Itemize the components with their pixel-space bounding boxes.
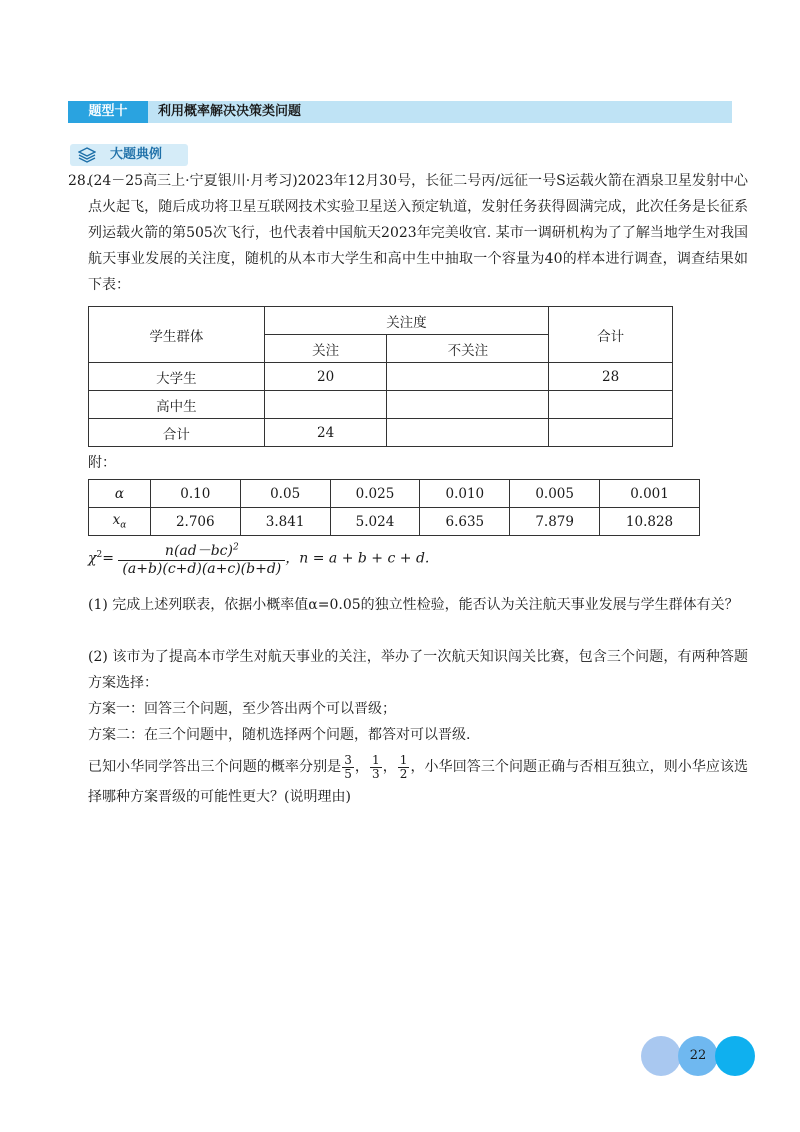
table-row [89,419,673,447]
alpha-value: 0.025 [330,480,420,508]
header-total: 合计 [549,307,673,363]
section-label: 大题典例 [110,147,163,162]
x-value: 7.879 [510,508,600,536]
page-circle-right [715,1036,755,1076]
plan-2: 方案二：在三个问题中，随机选择两个问题，都答对可以晋级. [88,727,471,743]
layers-icon [78,147,96,163]
cell-notfollow [387,391,549,419]
fraction: $\frac{1}{2}$ [399,752,408,781]
fraction: $\frac{1}{3}$ [372,752,380,781]
part-2: (2) 该市为了提高本市学生对航天事业的关注，举办了一次航天知识闯关比赛，包含三个问题，有两种答题方案选择： [88,649,748,691]
cell-notfollow [387,363,549,391]
table-row [89,363,673,391]
alpha-value: 0.005 [510,480,600,508]
alpha-value: 0.05 [240,480,330,508]
x-value: 6.635 [420,508,510,536]
page-number: 22 [689,1048,707,1063]
fraction: $\frac{3}{5}$ [344,752,352,781]
alpha-value: 0.001 [600,480,700,508]
x-subscript: α [120,520,127,531]
row-label: 合计 [89,419,265,447]
alpha-value: 0.010 [420,480,510,508]
row-label: 大学生 [89,363,265,391]
cell-follow [264,391,387,419]
critical-value-table [88,479,700,536]
x-value: 2.706 [150,508,240,536]
x-value: 3.841 [240,508,330,536]
formula-tail: ，n = a + b + c + d. [285,550,430,567]
row-label: 高中生 [89,391,265,419]
final-question: 已知小华同学答出三个问题的概率分别是 $\frac{3}{5}$ ， $\frac{1}{3}$ ， $\frac{1}{2}$ ，小华回答三个问题正确与否相互独立，则小华应该选择哪种方案晋级的可能性更大？(说明理由) [88,752,749,805]
cell-follow: 24 [264,419,387,447]
header-attention: 关注度 [264,307,549,335]
x-value: 10.828 [600,508,700,536]
cell-follow: 20 [264,363,387,391]
alpha-label: α [89,480,151,508]
table-row [89,391,673,419]
formula-lhs: χ [88,550,97,567]
formula-lhs-sup: 2 [96,549,103,560]
alpha-value: 0.10 [150,480,240,508]
formula-fraction [118,540,285,577]
cell-notfollow [387,419,549,447]
x-value: 5.024 [330,508,420,536]
question-number: 28. [68,173,91,189]
topic-title: 利用概率解决决策类问题 [158,104,302,119]
table-row [89,508,700,536]
cell-total: 28 [549,363,673,391]
page-circle-left [641,1036,681,1076]
x-symbol: x [112,512,121,529]
plan-1: 方案一：回答三个问题，至少答出两个可以晋级； [88,701,396,717]
final-prefix: 已知小华同学答出三个问题的概率分别是 [88,759,342,775]
x-alpha-label [89,508,151,536]
chi-square-formula [88,540,429,584]
formula-numerator: $n(ad-bc)^2$ [118,540,285,561]
cell-total [549,419,673,447]
header-notfollow: 不关注 [387,335,549,363]
formula-eq: = [102,550,114,567]
question-intro: (24－25高三上·宁夏银川·月考习)2023年12月30号，长征二号丙/远征一号S运载火箭在酒泉卫星发射中心点火起飞，随后成功将卫星互联网技术实验卫星送入预定轨道，发射任务获得圆满完成，此次任务是长征系列运载火箭的第505次飞行，也代表着中国航天2023年完美收官. 某市一调研机构为了了解当地学生对我国航天事业发展的关注度，随机的从本市大学生和高中生中抽取一个容量为40的样本进行调查，调查结果如下表： [88,173,748,293]
topic-tag: 题型十 [68,101,148,123]
final-suffix: ，小华回答三个问题正确与否相互独立，则小华应该选择哪种方案晋级的可能性更大？(说明理由) [88,759,749,805]
contingency-table [88,306,673,447]
header-follow: 关注 [264,335,387,363]
table-row [89,480,700,508]
header-student-group: 学生群体 [89,307,265,363]
cell-total [549,391,673,419]
appendix-label: 附： [88,455,116,471]
formula-denominator: (a+b)(c+d)(a+c)(b+d) [122,561,282,577]
part-1: (1) 完成上述列联表，依据小概率值α=0.05的独立性检验，能否认为关注航天事业发展与学生群体有关？ [88,597,739,613]
